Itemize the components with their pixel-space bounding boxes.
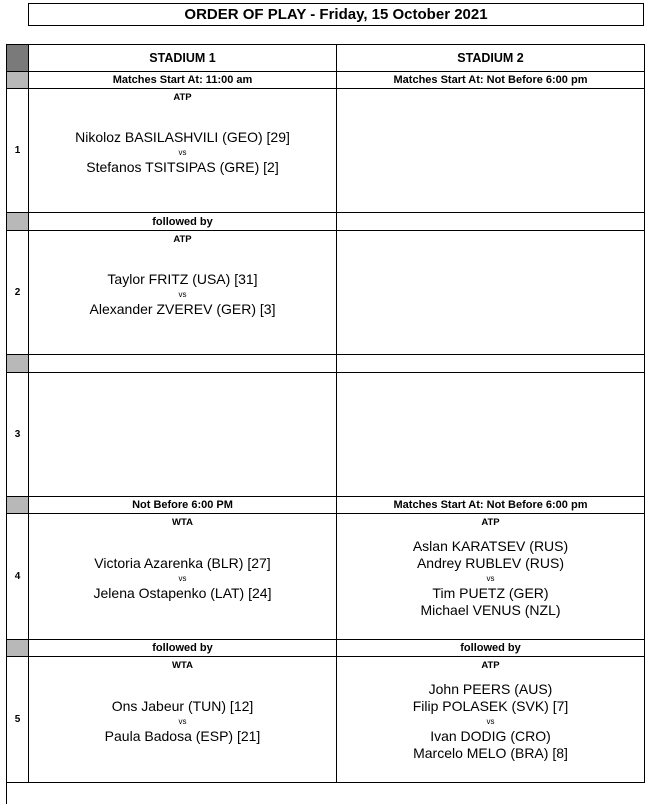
player-name: John PEERS (AUS)	[428, 681, 553, 697]
player-name: Paula Badosa (ESP) [21]	[104, 728, 261, 744]
row-marker	[7, 497, 29, 514]
tour-label: ATP	[173, 234, 192, 245]
empty-separator	[29, 355, 337, 373]
row-marker	[7, 355, 29, 373]
player-name: Andrey RUBLEV (RUS)	[416, 555, 565, 571]
row-number: 2	[7, 231, 29, 355]
tour-label: ATP	[173, 92, 192, 103]
row-marker	[7, 213, 29, 231]
match-cell	[29, 514, 337, 640]
player-name: Jelena Ostapenko (LAT) [24]	[93, 585, 272, 601]
player-name: Ons Jabeur (TUN) [12]	[111, 698, 254, 714]
vs-label: vs	[486, 574, 495, 583]
player-name: Marcelo MELO (BRA) [8]	[413, 745, 568, 761]
court-header-stadium-1: STADIUM 1	[29, 45, 337, 72]
player-name: Taylor FRITZ (USA) [31]	[107, 271, 258, 287]
player-name: Ivan DODIG (CRO)	[430, 728, 551, 744]
tour-label: ATP	[481, 517, 500, 528]
vs-label: vs	[178, 290, 187, 299]
row-number: 5	[7, 657, 29, 783]
player-name: Victoria Azarenka (BLR) [27]	[94, 555, 271, 571]
row-marker	[7, 640, 29, 657]
empty-match-cell	[29, 373, 337, 497]
vs-label: vs	[178, 574, 187, 583]
order-of-play-table	[6, 44, 645, 804]
tour-label: WTA	[172, 660, 193, 671]
tour-label: WTA	[172, 517, 193, 528]
player-name: Tim PUETZ (GER)	[432, 585, 549, 601]
player-name: Alexander ZVEREV (GER) [3]	[89, 301, 276, 317]
player-name: Aslan KARATSEV (RUS)	[412, 538, 569, 554]
vs-label: vs	[178, 148, 187, 157]
start-time-stadium-1: Matches Start At: 11:00 am	[29, 72, 337, 89]
empty-match-cell	[337, 89, 645, 213]
followed-by-label: followed by	[29, 213, 337, 231]
match-cell	[29, 231, 337, 355]
vs-label: vs	[486, 717, 495, 726]
empty-separator	[337, 355, 645, 373]
start-time-label: Matches Start At: Not Before 6:00 pm	[337, 497, 645, 514]
not-before-label: Not Before 6:00 PM	[29, 497, 337, 514]
tour-label: ATP	[481, 660, 500, 671]
court-header-stadium-2: STADIUM 2	[337, 45, 645, 72]
followed-by-label: followed by	[29, 640, 337, 657]
empty-match-cell	[337, 373, 645, 497]
player-name: Michael VENUS (NZL)	[420, 602, 561, 618]
match-cell	[337, 657, 645, 783]
player-name: Stefanos TSITSIPAS (GRE) [2]	[86, 159, 279, 175]
row-marker	[7, 72, 29, 89]
row-number: 1	[7, 89, 29, 213]
player-name: Filip POLASEK (SVK) [7]	[412, 698, 569, 714]
player-name: Nikoloz BASILASHVILI (GEO) [29]	[75, 129, 290, 145]
start-time-stadium-2: Matches Start At: Not Before 6:00 pm	[337, 72, 645, 89]
match-cell	[29, 89, 337, 213]
row-number: 4	[7, 514, 29, 640]
empty-separator	[337, 213, 645, 231]
page-title: ORDER OF PLAY - Friday, 15 October 2021	[28, 3, 644, 26]
followed-by-label: followed by	[337, 640, 645, 657]
row-number: 3	[7, 373, 29, 497]
corner-cell	[7, 45, 29, 72]
empty-match-cell	[337, 231, 645, 355]
match-cell	[337, 514, 645, 640]
match-cell	[29, 657, 337, 783]
vs-label: vs	[178, 717, 187, 726]
